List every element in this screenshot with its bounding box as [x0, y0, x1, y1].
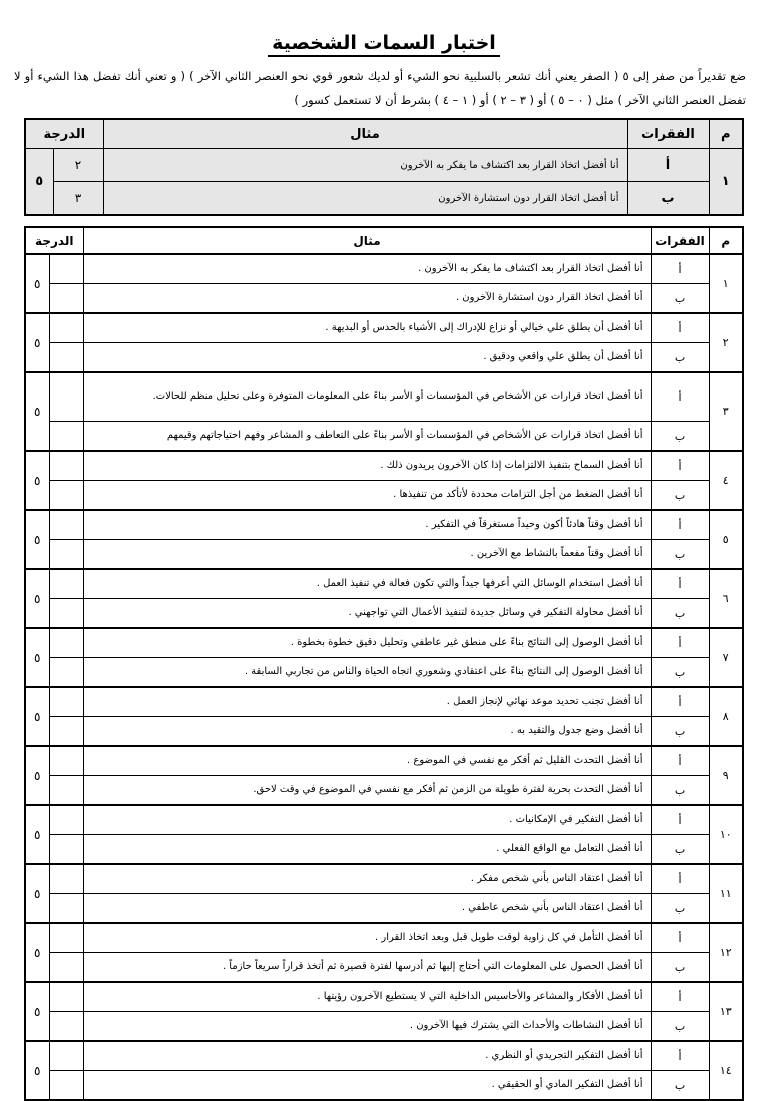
question-number: ١٤ [709, 1041, 743, 1100]
item-text: أنا أفضل محاولة التفكير في وسائل جديدة لتنفيذ الأعمال التي تواجهني . [83, 599, 651, 629]
question-total: ٥ [25, 372, 49, 451]
question-number: ٨ [709, 687, 743, 746]
question-row [25, 658, 743, 688]
example-table [24, 118, 744, 216]
question-row [25, 1071, 743, 1101]
item-text: أنا أفضل التحدث القليل ثم أفكر مع نفسي في الموضوع . [83, 746, 651, 776]
item-letter: أ [651, 1041, 709, 1071]
question-row [25, 481, 743, 511]
score-cell[interactable] [49, 805, 83, 835]
score-cell[interactable] [49, 599, 83, 629]
question-total: ٥ [25, 628, 49, 687]
header-items: الفقرات [627, 119, 709, 149]
item-letter: أ [651, 254, 709, 284]
example-num: ١ [709, 149, 743, 216]
question-row [25, 953, 743, 983]
question-number: ٢ [709, 313, 743, 372]
example-letter: ب [627, 182, 709, 216]
score-cell[interactable] [49, 1012, 83, 1042]
item-text: أنا أفضل اعتقاد الناس بأني شخص مفكر . [83, 864, 651, 894]
score-cell[interactable] [49, 717, 83, 747]
item-letter: أ [651, 628, 709, 658]
score-cell[interactable] [49, 982, 83, 1012]
item-text: أنا أفضل التحدث بحرية لفترة طويلة من الزمن ثم أفكر مع نفسي في الموضوع في وقت لاحق. [83, 776, 651, 806]
header-score: الدرجة [25, 119, 103, 149]
question-row [25, 451, 743, 481]
question-row [25, 254, 743, 284]
item-text: أنا أفضل الوصول إلى النتائج بناءً على اعتقادي وشعوري اتجاه الحياة والناس من تجاربي السابقة . [83, 658, 651, 688]
item-text: أنا أفضل التفكير في الإمكانيات . [83, 805, 651, 835]
item-letter: أ [651, 569, 709, 599]
item-letter: ب [651, 1012, 709, 1042]
item-letter: ب [651, 894, 709, 924]
item-letter: ب [651, 343, 709, 373]
score-cell[interactable] [49, 658, 83, 688]
item-text: أنا أفضل وقتاً هادئاً أكون وحيداً مستغرقاً في التفكير . [83, 510, 651, 540]
header-example: مثال [83, 227, 651, 254]
score-cell[interactable] [49, 313, 83, 343]
question-total: ٥ [25, 864, 49, 923]
item-letter: أ [651, 687, 709, 717]
item-letter: ب [651, 540, 709, 570]
question-number: ٦ [709, 569, 743, 628]
item-text: أنا أفضل اتخاذ قرارات عن الأشخاص في المؤسسات أو الأسر بناءً على المعلومات المتوفرة وعلى تحليل منظم للحالات. [83, 372, 651, 422]
item-text: أنا أفضل التعامل مع الواقع الفعلي . [83, 835, 651, 865]
item-letter: ب [651, 776, 709, 806]
header-score: الدرجة [25, 227, 83, 254]
score-cell[interactable] [49, 894, 83, 924]
question-row [25, 599, 743, 629]
item-text: أنا أفضل وقتاً مفعماً بالنشاط مع الآخرين . [83, 540, 651, 570]
question-row [25, 343, 743, 373]
score-cell[interactable] [49, 254, 83, 284]
page-title [0, 32, 768, 54]
score-cell[interactable] [49, 835, 83, 865]
question-total: ٥ [25, 805, 49, 864]
item-text: أنا أفضل النشاطات والأحداث التي يشترك فيها الآخرون . [83, 1012, 651, 1042]
example-item-text: أنا أفضل اتخاذ القرار دون استشارة الآخرون [103, 182, 627, 216]
item-letter: أ [651, 451, 709, 481]
question-row [25, 923, 743, 953]
score-cell[interactable] [49, 451, 83, 481]
example-letter: أ [627, 149, 709, 182]
question-total: ٥ [25, 982, 49, 1041]
instructions: ضع تقديراً من صفر إلى ٥ ( الصفر يعني أنك تشعر بالسلبية نحو الشيء أو لديك شعور قوي نحو العنصر الثاني الآخر ) ( و تعني أنك تفضل هذا الشيء أو لا تفضل العنصر الثاني الآخر ) مثل ( ٠ – ٥ ) أو ( ٣ – ٢ ) أو ( ١ – ٤ ) بشرط أن لا تستعمل كسور ) [14, 69, 746, 107]
question-number: ١٠ [709, 805, 743, 864]
example-total: ٥ [25, 149, 53, 216]
item-letter: ب [651, 717, 709, 747]
question-row [25, 864, 743, 894]
score-cell[interactable] [49, 481, 83, 511]
question-row [25, 776, 743, 806]
score-cell[interactable] [49, 422, 83, 452]
score-cell[interactable] [49, 569, 83, 599]
question-row [25, 982, 743, 1012]
score-cell[interactable] [49, 953, 83, 983]
question-number: ٩ [709, 746, 743, 805]
item-letter: ب [651, 953, 709, 983]
question-number: ٤ [709, 451, 743, 510]
item-letter: ب [651, 599, 709, 629]
question-row [25, 835, 743, 865]
questions-table [24, 226, 744, 1101]
score-cell[interactable] [49, 1041, 83, 1071]
score-cell[interactable] [49, 923, 83, 953]
question-row [25, 805, 743, 835]
item-text: أنا أفضل تجنب تحديد موعد نهائي لإنجاز العمل . [83, 687, 651, 717]
question-total: ٥ [25, 510, 49, 569]
score-cell[interactable] [49, 372, 83, 422]
question-row [25, 540, 743, 570]
question-number: ٣ [709, 372, 743, 451]
score-cell[interactable] [49, 776, 83, 806]
question-row [25, 313, 743, 343]
item-letter: أ [651, 864, 709, 894]
item-text: أنا أفضل الأفكار والمشاعر والأحاسيس الداخلية التي لا يستطيع الآخرون رؤيتها . [83, 982, 651, 1012]
score-cell[interactable] [49, 864, 83, 894]
question-total: ٥ [25, 687, 49, 746]
score-cell[interactable] [49, 540, 83, 570]
item-text: أنا أفضل أن يطلق علي واقعي ودقيق . [83, 343, 651, 373]
score-cell[interactable] [49, 1071, 83, 1101]
question-number: ١١ [709, 864, 743, 923]
question-number: ٥ [709, 510, 743, 569]
item-letter: أ [651, 372, 709, 422]
score-cell[interactable] [49, 687, 83, 717]
example-score: ٣ [53, 182, 103, 216]
question-row [25, 569, 743, 599]
item-text: أنا أفضل السماح بتنفيذ الالتزامات إذا كان الآخرون يريدون ذلك . [83, 451, 651, 481]
example-score: ٢ [53, 149, 103, 182]
item-letter: أ [651, 982, 709, 1012]
question-number: ١ [709, 254, 743, 313]
question-row [25, 717, 743, 747]
score-cell[interactable] [49, 628, 83, 658]
item-text: أنا أفضل استخدام الوسائل التي أعرفها جيداً والتي تكون فعالة في تنفيذ العمل . [83, 569, 651, 599]
question-row [25, 1041, 743, 1071]
question-number: ١٣ [709, 982, 743, 1041]
question-row [25, 628, 743, 658]
item-letter: ب [651, 1071, 709, 1101]
question-total: ٥ [25, 569, 49, 628]
item-letter: ب [651, 658, 709, 688]
title-text: اختبار السمات الشخصية [268, 32, 500, 57]
item-letter: أ [651, 805, 709, 835]
question-row [25, 422, 743, 452]
item-text: أنا أفضل الحصول على المعلومات التي أحتاج إليها ثم أدرسها لفترة قصيرة ثم أتخذ قراراً سريعاً حازماً . [83, 953, 651, 983]
question-total: ٥ [25, 313, 49, 372]
question-total: ٥ [25, 1041, 49, 1100]
item-text: أنا أفضل اتخاذ القرار دون استشارة الآخرون . [83, 284, 651, 314]
item-text: أنا أفضل اتخاذ القرار بعد اكتشاف ما يفكر به الآخرون . [83, 254, 651, 284]
question-total: ٥ [25, 451, 49, 510]
question-total: ٥ [25, 254, 49, 313]
score-cell[interactable] [49, 746, 83, 776]
item-text: أنا أفضل التفكير التجريدي أو النظري . [83, 1041, 651, 1071]
question-row [25, 372, 743, 422]
item-text: أنا أفضل الضغط من أجل التزامات محددة لأتأكد من تنفيذها . [83, 481, 651, 511]
item-text: أنا أفضل أن يطلق علي خيالي أو نزاع للإدراك إلى الأشياء بالحدس أو البديهة . [83, 313, 651, 343]
item-letter: أ [651, 510, 709, 540]
item-letter: أ [651, 313, 709, 343]
question-row [25, 894, 743, 924]
item-text: أنا أفضل التفكير المادي أو الحقيقي . [83, 1071, 651, 1101]
header-num: م [709, 119, 743, 149]
question-row [25, 284, 743, 314]
item-letter: أ [651, 746, 709, 776]
item-text: أنا أفضل وضع جدول والتقيد به . [83, 717, 651, 747]
question-row [25, 1012, 743, 1042]
item-letter: أ [651, 923, 709, 953]
score-cell[interactable] [49, 284, 83, 314]
question-row [25, 687, 743, 717]
question-row [25, 746, 743, 776]
item-letter: ب [651, 481, 709, 511]
header-num: م [709, 227, 743, 254]
score-cell[interactable] [49, 510, 83, 540]
example-item-text: أنا أفضل اتخاذ القرار بعد اكتشاف ما يفكر به الآخرون [103, 149, 627, 182]
item-text: أنا أفضل الوصول إلى النتائج بناءً على منطق غير عاطفي وتحليل دقيق خطوة بخطوة . [83, 628, 651, 658]
item-text: أنا أفضل اتخاذ قرارات عن الأشخاص في المؤسسات أو الأسر بناءً على التعاطف و المشاعر وفهم احتياجاتهم وقيمهم [83, 422, 651, 452]
question-number: ١٢ [709, 923, 743, 982]
question-total: ٥ [25, 746, 49, 805]
question-row [25, 510, 743, 540]
header-items: الفقرات [651, 227, 709, 254]
score-cell[interactable] [49, 343, 83, 373]
question-total: ٥ [25, 923, 49, 982]
question-number: ٧ [709, 628, 743, 687]
item-text: أنا أفضل التأمل في كل زاوية لوقت طويل قبل وبعد اتخاذ القرار . [83, 923, 651, 953]
item-text: أنا أفضل اعتقاد الناس بأني شخص عاطفي . [83, 894, 651, 924]
header-example: مثال [103, 119, 627, 149]
item-letter: ب [651, 284, 709, 314]
item-letter: ب [651, 422, 709, 452]
item-letter: ب [651, 835, 709, 865]
